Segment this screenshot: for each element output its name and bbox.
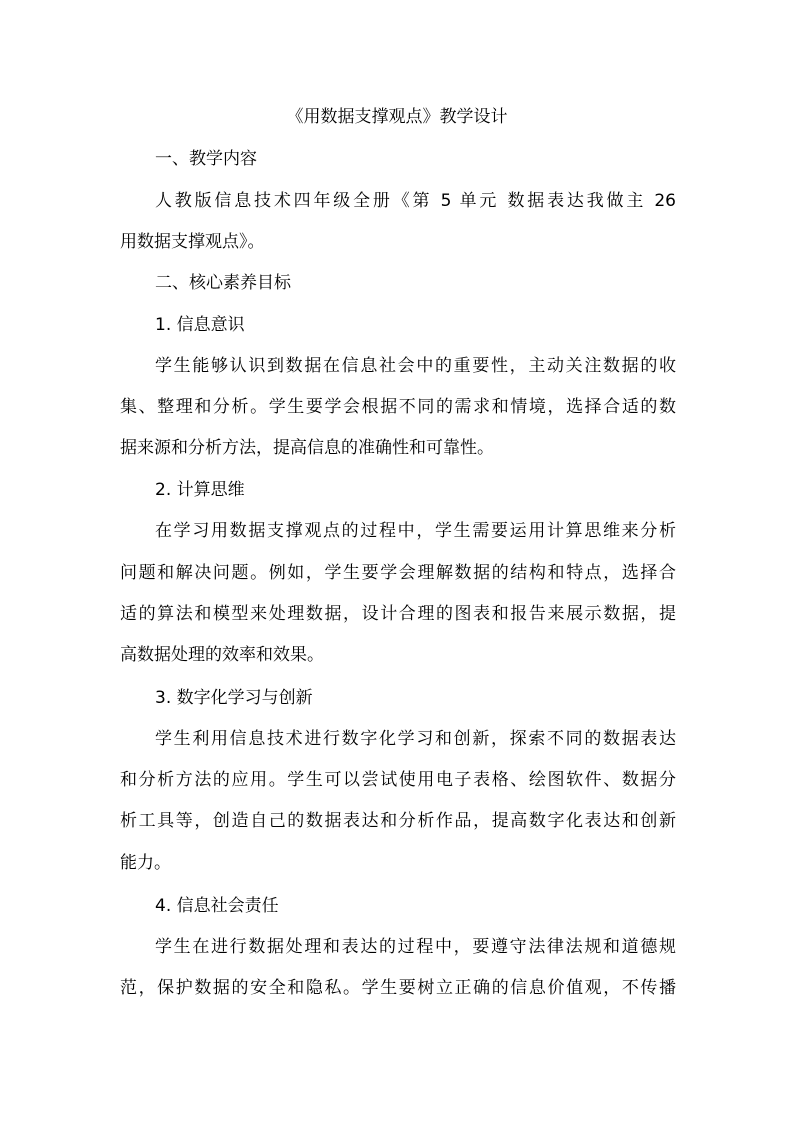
item-heading-digital-learning: 3. 数字化学习与创新 — [155, 688, 313, 708]
paragraph-line: 在学习用数据支撑观点的过程中，学生需要运用计算思维来分析 — [155, 521, 676, 541]
item-heading-social-responsibility: 4. 信息社会责任 — [155, 896, 279, 916]
paragraph-line: 高数据处理的效率和效果。 — [120, 645, 324, 665]
section-heading-core-goals: 二、核心素养目标 — [155, 273, 291, 293]
paragraph-line: 范，保护数据的安全和隐私。学生要树立正确的信息价值观，不传播 — [120, 978, 676, 998]
paragraph-line: 学生利用信息技术进行数字化学习和创新，探索不同的数据表达 — [155, 729, 676, 749]
paragraph-line: 适的算法和模型来处理数据，设计合理的图表和报告来展示数据，提 — [120, 604, 676, 624]
paragraph-line: 问题和解决问题。例如，学生要学会理解数据的结构和特点，选择合 — [120, 563, 676, 583]
item-heading-computational-thinking: 2. 计算思维 — [155, 480, 245, 500]
paragraph-line: 集、整理和分析。学生要学会根据不同的需求和情境，选择合适的数 — [120, 397, 676, 417]
paragraph-line: 和分析方法的应用。学生可以尝试使用电子表格、绘图软件、数据分 — [120, 770, 676, 790]
paragraph-line: 人教版信息技术四年级全册《第 5 单元 数据表达我做主 26 — [155, 191, 676, 211]
item-heading-information-awareness: 1. 信息意识 — [155, 315, 245, 335]
paragraph-line: 用数据支撑观点》。 — [120, 232, 265, 252]
paragraph-line: 能力。 — [120, 853, 171, 873]
paragraph-line: 学生能够认识到数据在信息社会中的重要性，主动关注数据的收 — [155, 356, 676, 376]
document-title: 《用数据支撑观点》教学设计 — [286, 107, 508, 127]
paragraph-line: 析工具等，创造自己的数据表达和分析作品，提高数字化表达和创新 — [120, 811, 676, 831]
paragraph-line: 据来源和分析方法，提高信息的准确性和可靠性。 — [120, 438, 494, 458]
paragraph-line: 学生在进行数据处理和表达的过程中，要遵守法律法规和道德规 — [155, 937, 676, 957]
section-heading-teaching-content: 一、教学内容 — [155, 149, 257, 169]
